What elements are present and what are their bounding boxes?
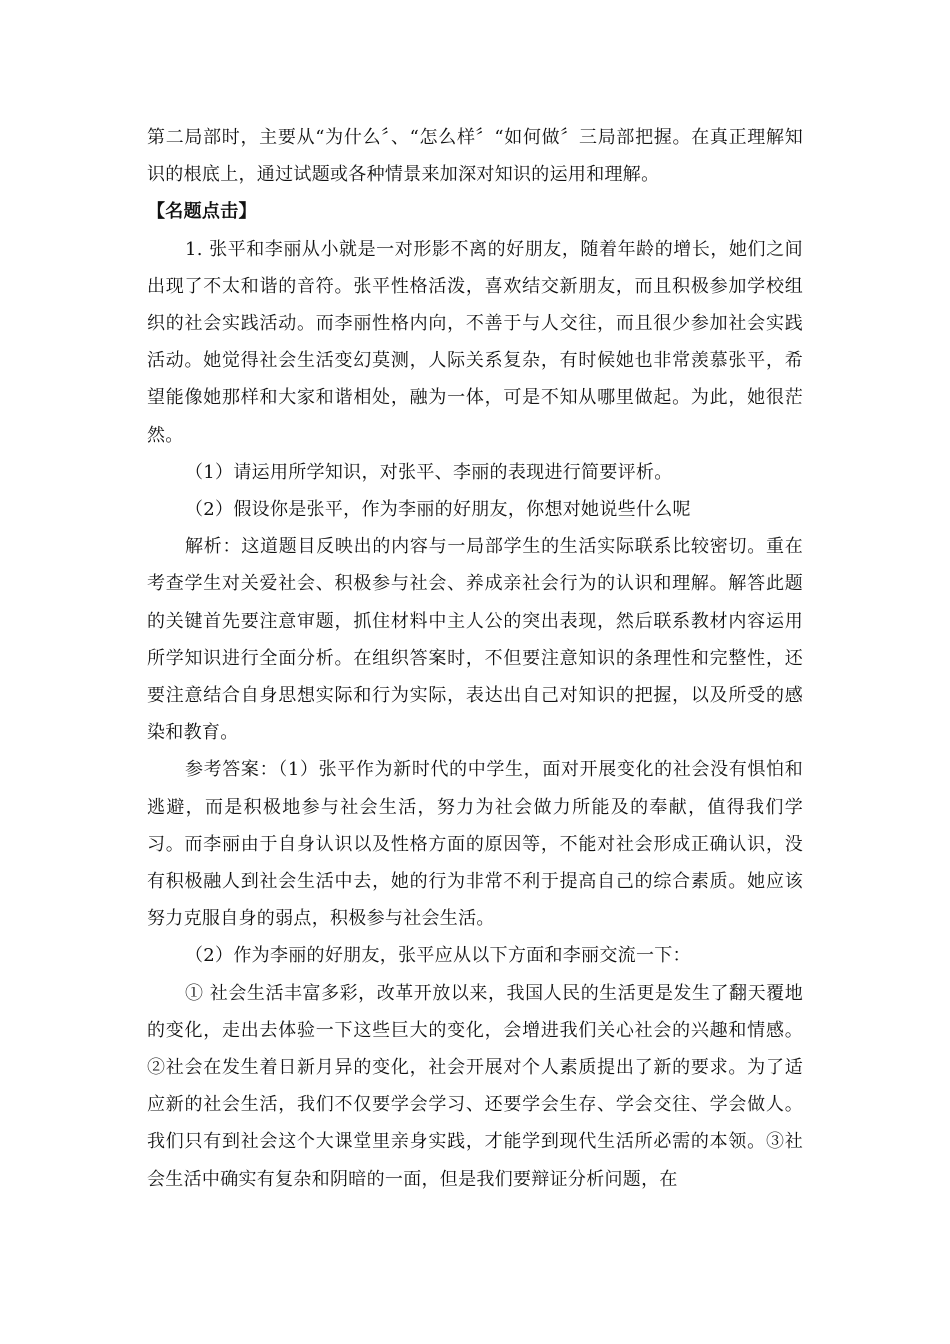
- sub-question-1: （1）请运用所学知识，对张平、李丽的表现进行简要评析。: [185, 461, 673, 483]
- section-heading: 【名题点击】: [147, 201, 257, 223]
- answer-part-1: 参考答案：（1）张平作为新时代的中学生，面对开展变化的社会没有惧怕和逃避，而是积极地参与社会生活，努力为社会做力所能及的奉献，值得我们学习。而李丽由于自身认识以及性格方面的原因等，不能对社会形成正确认识，没有积极融人到社会生活中去，她的行为非常不利于提高自己的综合素质。她应该努力克服自身的弱点，积极参与社会生活。: [147, 759, 803, 930]
- intro-paragraph: 第二局部时，主要从“为什么〞、“怎么样〞“如何做〞三局部把握。在真正理解知识的根底上，通过试题或各种情景来加深对知识的运用和理解。: [147, 127, 803, 186]
- answer-part-2-intro: （2）作为李丽的好朋友，张平应从以下方面和李丽交流一下：: [185, 945, 691, 967]
- document-page: [147, 119, 803, 1198]
- answer-part-2-points: ① 社会生活丰富多彩，改革开放以来，我国人民的生活更是发生了翻天覆地的变化，走出去体验一下这些巨大的变化，会增进我们关心社会的兴趣和情感。②社会在发生着日新月异的变化，社会开展对个人素质提出了新的要求。为了适应新的社会生活，我们不仅要学会学习、还要学会生存、学会交往、学会做人。我们只有到社会这个大课堂里亲身实践，才能学到现代生活所必需的本领。③社会生活中确实有复杂和阴暗的一面，但是我们要辩证分析问题，在: [147, 982, 803, 1190]
- analysis-paragraph: 解析：这道题目反映出的内容与一局部学生的生活实际联系比较密切。重在考查学生对关爱社会、积极参与社会、养成亲社会行为的认识和理解。解答此题的关键首先要注意审题，抓住材料中主人公的突出表现，然后联系教材内容运用所学知识进行全面分析。在组织答案时，不但要注意知识的条理性和完整性，还要注意结合自身思想实际和行为实际，表达出自己对知识的把握，以及所受的感染和教育。: [147, 536, 803, 744]
- sub-question-2: （2）假设你是张平，作为李丽的好朋友，你想对她说些什么呢: [185, 499, 691, 521]
- question-stem: 1. 张平和李丽从小就是一对形影不离的好朋友，随着年龄的增长，她们之间出现了不太和谐的音符。张平性格活泼，喜欢结交新朋友，而且积极参加学校组织的社会实践活动。而李丽性格内向，不善于与人交往，而且很少参加社会实践活动。她觉得社会生活变幻莫测，人际关系复杂，有时候她也非常羡慕张平，希望能像她那样和大家和谐相处，融为一体，可是不知从哪里做起。为此，她很茫然。: [147, 238, 803, 446]
